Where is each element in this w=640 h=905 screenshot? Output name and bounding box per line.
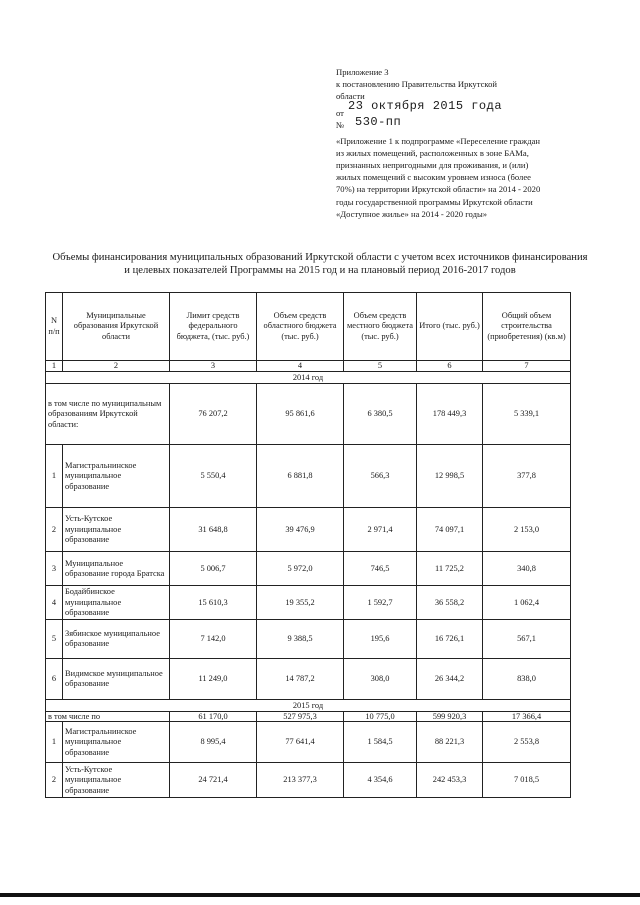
number-label: № <box>336 119 345 130</box>
row-index: 1 <box>46 445 63 508</box>
header-n: N п/п <box>46 293 63 361</box>
column-number: 5 <box>344 361 417 372</box>
row-index: 6 <box>46 659 63 700</box>
row-municipality: Бодайбинское муниципальное образование <box>63 586 170 620</box>
row-area: 2 153,0 <box>483 508 571 552</box>
row-regional: 213 377,3 <box>257 763 344 798</box>
row-regional: 39 476,9 <box>257 508 344 552</box>
column-number: 6 <box>417 361 483 372</box>
document-title: Объемы финансирования муниципальных образований Иркутской области с учетом всех источников финансирования и целевых показателей Программы на 2015 год и на плановый период 2016-2017 годов <box>52 252 588 276</box>
header-regional: Объем средств областного бюджета (тыс. руб.) <box>257 293 344 361</box>
date-value: 23 октября 2015 года <box>348 98 503 113</box>
appendix-block <box>336 66 546 220</box>
row-index: 1 <box>46 722 63 763</box>
row-local: 1 592,7 <box>344 586 417 620</box>
total-2015-regional: 527 975,3 <box>257 712 344 722</box>
header-area: Общий объем строительства (приобретения) (кв.м) <box>483 293 571 361</box>
total-2014-regional: 95 861,6 <box>257 384 344 445</box>
row-federal: 24 721,4 <box>170 763 257 798</box>
row-total: 74 097,1 <box>417 508 483 552</box>
row-total: 12 998,5 <box>417 445 483 508</box>
row-index: 2 <box>46 508 63 552</box>
row-municipality: Усть-Кутское муниципальное образование <box>63 508 170 552</box>
column-number-row <box>46 361 571 372</box>
row-federal: 15 610,3 <box>170 586 257 620</box>
table-row <box>46 445 571 508</box>
row-local: 4 354,6 <box>344 763 417 798</box>
financing-table <box>45 292 571 798</box>
year-2014-label: 2014 год <box>46 372 571 384</box>
total-2014-local: 6 380,5 <box>344 384 417 445</box>
row-federal: 7 142,0 <box>170 620 257 659</box>
header-total: Итого (тыс. руб.) <box>417 293 483 361</box>
appendix-line-3: области <box>336 91 365 102</box>
row-total: 16 726,1 <box>417 620 483 659</box>
appendix-line-1: Приложение 3 <box>336 67 389 77</box>
column-number: 1 <box>46 361 63 372</box>
row-federal: 5 550,4 <box>170 445 257 508</box>
row-municipality: Зябинское муниципальное образование <box>63 620 170 659</box>
row-regional: 19 355,2 <box>257 586 344 620</box>
total-2015-area: 17 366,4 <box>483 712 571 722</box>
row-regional: 9 388,5 <box>257 620 344 659</box>
table-row <box>46 659 571 700</box>
row-federal: 8 995,4 <box>170 722 257 763</box>
table-row <box>46 552 571 586</box>
row-area: 377,8 <box>483 445 571 508</box>
row-area: 2 553,8 <box>483 722 571 763</box>
row-federal: 11 249,0 <box>170 659 257 700</box>
date-label: от <box>336 107 344 118</box>
year-2015-label: 2015 год <box>46 700 571 712</box>
row-municipality: Магистральнинское муниципальное образование <box>63 445 170 508</box>
total-2014-federal: 76 207,2 <box>170 384 257 445</box>
row-total: 26 344,2 <box>417 659 483 700</box>
year-2014-row <box>46 372 571 384</box>
row-index: 3 <box>46 552 63 586</box>
column-number: 3 <box>170 361 257 372</box>
row-municipality: Видимское муниципальное образование <box>63 659 170 700</box>
row-area: 567,1 <box>483 620 571 659</box>
total-2014-area: 5 339,1 <box>483 384 571 445</box>
row-local: 746,5 <box>344 552 417 586</box>
header-federal: Лимит средств федерального бюджета, (тыс. руб.) <box>170 293 257 361</box>
row-total: 36 558,2 <box>417 586 483 620</box>
total-2014-name: в том числе по муниципальным образованиям Иркутской области: <box>46 384 170 445</box>
table-row <box>46 763 571 798</box>
total-2014-total: 178 449,3 <box>417 384 483 445</box>
row-index: 5 <box>46 620 63 659</box>
row-local: 1 584,5 <box>344 722 417 763</box>
appendix-line-2: к постановлению Правительства Иркутской <box>336 79 498 90</box>
row-local: 566,3 <box>344 445 417 508</box>
row-local: 2 971,4 <box>344 508 417 552</box>
row-area: 7 018,5 <box>483 763 571 798</box>
total-2015-name: в том числе по <box>46 712 170 722</box>
row-local: 195,6 <box>344 620 417 659</box>
header-municipality: Муниципальные образования Иркутской области <box>63 293 170 361</box>
table-header-row <box>46 293 571 361</box>
row-total: 11 725,2 <box>417 552 483 586</box>
row-regional: 77 641,4 <box>257 722 344 763</box>
row-regional: 6 881,8 <box>257 445 344 508</box>
column-number: 7 <box>483 361 571 372</box>
row-federal: 5 006,7 <box>170 552 257 586</box>
appendix-quote: «Приложение 1 к подпрограмме «Переселение граждан из жилых помещений, расположенных в зоне БАМа, признанных непригодными для проживания, и (или) жилых помещений с высоким уровнем износа (более 70%) на территории Иркутской области» на 2014 - 2020 годы государственной программы Иркутской области «Доступное жилье» на 2014 - 2020 годы» <box>336 135 541 219</box>
row-total: 242 453,3 <box>417 763 483 798</box>
row-regional: 14 787,2 <box>257 659 344 700</box>
year-2015-row <box>46 700 571 712</box>
header-local: Объем средств местного бюджета (тыс. руб.) <box>344 293 417 361</box>
table-row <box>46 722 571 763</box>
table-row <box>46 508 571 552</box>
row-federal: 31 648,8 <box>170 508 257 552</box>
scan-bottom-edge <box>0 893 640 897</box>
row-area: 340,8 <box>483 552 571 586</box>
column-number: 4 <box>257 361 344 372</box>
row-municipality: Муниципальное образование города Братска <box>63 552 170 586</box>
row-regional: 5 972,0 <box>257 552 344 586</box>
total-2014-row <box>46 384 571 445</box>
table-row <box>46 620 571 659</box>
table-row <box>46 586 571 620</box>
row-municipality: Магистральнинское муниципальное образование <box>63 722 170 763</box>
row-area: 838,0 <box>483 659 571 700</box>
appendix-number-row <box>336 114 546 133</box>
total-2015-federal: 61 170,0 <box>170 712 257 722</box>
total-2015-total: 599 920,3 <box>417 712 483 722</box>
total-2015-row <box>46 712 571 722</box>
number-value: 530-пп <box>355 114 402 129</box>
row-index: 4 <box>46 586 63 620</box>
column-number: 2 <box>63 361 170 372</box>
row-index: 2 <box>46 763 63 798</box>
total-2015-local: 10 775,0 <box>344 712 417 722</box>
row-local: 308,0 <box>344 659 417 700</box>
row-area: 1 062,4 <box>483 586 571 620</box>
row-total: 88 221,3 <box>417 722 483 763</box>
row-municipality: Усть-Кутское муниципальное образование <box>63 763 170 798</box>
